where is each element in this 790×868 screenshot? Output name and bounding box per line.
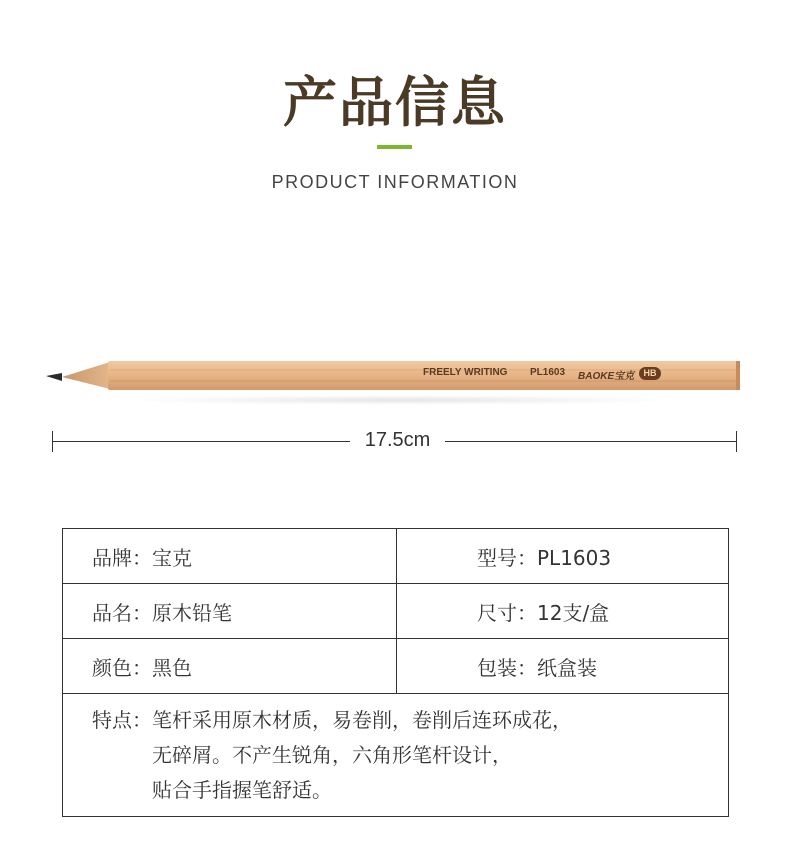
features-line: 笔杆采用原木材质，易卷削，卷削后连环成花， xyxy=(152,707,572,732)
pencil-print-model: PL1603 xyxy=(530,367,566,378)
spec-product-name: 品名：原木铅笔 xyxy=(63,584,397,639)
dimension-tick-right xyxy=(736,431,737,452)
spec-color: 颜色：黑色 xyxy=(63,639,397,694)
spec-features-row xyxy=(63,694,729,817)
page-title: 产品信息 xyxy=(283,71,507,134)
spec-model: 型号：PL1603 xyxy=(397,529,729,584)
pencil-end xyxy=(736,361,740,390)
pencil-grade-badge: HB xyxy=(639,367,661,380)
features-text xyxy=(152,703,572,808)
spec-row xyxy=(63,529,729,584)
pencil-image xyxy=(40,350,750,410)
title-accent-bar xyxy=(377,145,412,149)
pencil-lead xyxy=(46,373,62,381)
pencil-drawing xyxy=(40,350,750,410)
pencil-print-brand: BAOKE宝克 xyxy=(578,371,635,382)
dimension-label: 17.5cm xyxy=(350,429,445,452)
spec-table xyxy=(62,528,729,817)
spec-packaging: 包装：纸盒装 xyxy=(397,639,729,694)
dimension-tick-left xyxy=(52,431,53,452)
page-subtitle: PRODUCT INFORMATION xyxy=(271,172,519,192)
spec-row xyxy=(63,639,729,694)
features-line: 贴合手指握笔舒适。 xyxy=(152,777,332,802)
features-line: 无碎屑。不产生锐角，六角形笔杆设计， xyxy=(152,742,512,767)
spec-row xyxy=(63,584,729,639)
pencil-print-slogan: FREELY WRITING xyxy=(423,367,508,378)
features-label: 特点： xyxy=(92,707,152,732)
spec-brand: 品牌：宝克 xyxy=(63,529,397,584)
spec-size: 尺寸：12支/盒 xyxy=(397,584,729,639)
spec-features xyxy=(63,694,729,817)
pencil-tip-wood xyxy=(62,362,110,389)
